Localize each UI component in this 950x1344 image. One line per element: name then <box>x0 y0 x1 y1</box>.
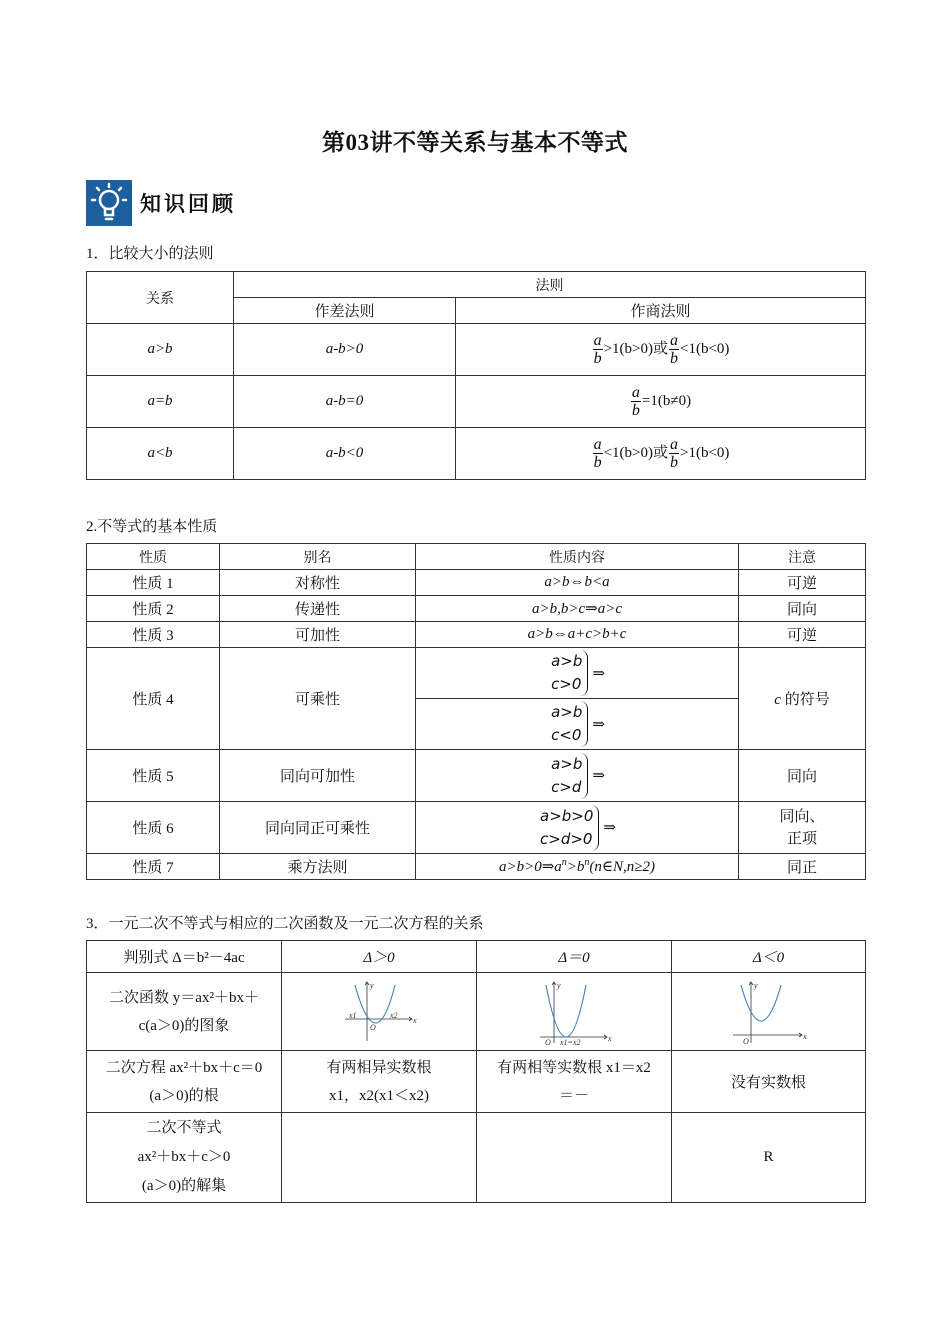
property-content <box>416 750 739 802</box>
property-content: a>b,b>c⇒a>c <box>532 601 622 617</box>
property-alias: 同向同正可乘性 <box>220 802 416 854</box>
property-content <box>416 699 739 750</box>
table-row <box>87 854 866 880</box>
delta-positive: Δ＞0 <box>363 950 395 966</box>
table-row <box>87 802 866 854</box>
delta-negative: Δ＜0 <box>752 950 785 966</box>
diff-cell: a-b>0 <box>325 341 364 357</box>
property-content: a>b⇔a+c>b+c <box>527 626 627 642</box>
svg-text:y: y <box>370 980 374 990</box>
table-row <box>87 1051 866 1113</box>
property-note: 同正 <box>739 854 866 880</box>
property-alias: 同向可加性 <box>220 750 416 802</box>
property-name: 性质 3 <box>87 622 220 648</box>
table-row <box>87 648 866 699</box>
property-content: $a>b>0\Rightarrow a^n>b^n(n\in N,n\ge 2)$ <box>416 854 739 880</box>
fraction: $\frac{a}{b}$ <box>631 384 640 419</box>
svg-text:x1: x1 <box>349 1010 357 1020</box>
table-row <box>87 1113 866 1203</box>
svg-text:x: x <box>802 1031 807 1041</box>
inequality-system: a>b>0 c>d>0 ⇒ <box>538 805 616 851</box>
table-row <box>87 973 866 1051</box>
lightbulb-icon <box>86 180 132 226</box>
diff-cell: a-b<0 <box>325 445 364 461</box>
property-note: 可逆 <box>739 622 866 648</box>
inequality-system: a>b c<0 ⇒ <box>549 701 605 747</box>
property-note: 同向 <box>739 750 866 802</box>
property-name: 性质 4 <box>87 648 220 750</box>
equation-label: 二次方程 ax²＋bx＋c＝0 (a＞0)的根 <box>87 1051 282 1113</box>
property-alias: 乘方法则 <box>220 854 416 880</box>
property-name: 性质 5 <box>87 750 220 802</box>
svg-text:y: y <box>557 980 561 990</box>
discriminant-label: 判别式 Δ＝b²－4ac <box>87 941 282 973</box>
quot-cell <box>456 376 866 428</box>
quot-text: >1(b<0) <box>680 444 730 461</box>
quot-text: <1(b>0)或 <box>603 444 668 461</box>
property-alias: 对称性 <box>220 570 416 596</box>
relation-cell: a=b <box>147 393 173 409</box>
header-property: 性质 <box>87 544 220 570</box>
header-content: 性质内容 <box>416 544 739 570</box>
fraction: $\frac{a}{b}$ <box>593 332 602 367</box>
quot-text: =1(b≠0) <box>641 392 692 409</box>
fraction: $\frac{a}{b}$ <box>670 436 678 471</box>
table-row <box>87 750 866 802</box>
relation-cell: a>b <box>147 341 173 357</box>
table-row <box>87 622 866 648</box>
inequality-system: a>b c>0 ⇒ <box>549 650 605 696</box>
property-note: 同向、 正项 <box>739 802 866 854</box>
table-row <box>87 376 866 428</box>
svg-text:x: x <box>608 1033 612 1043</box>
graph-no-root <box>672 973 866 1051</box>
property-note: 同向 <box>739 596 866 622</box>
header-alias: 别名 <box>220 544 416 570</box>
header-quot-rule: 作商法则 <box>456 298 866 324</box>
compare-rules-table <box>86 271 866 480</box>
delta-zero: Δ＝0 <box>558 950 590 966</box>
property-content <box>416 802 739 854</box>
svg-text:x1=x2: x1=x2 <box>560 1037 581 1045</box>
fraction: $\frac{a}{b}$ <box>593 436 602 471</box>
header-relation: 关系 <box>87 272 234 324</box>
property-name: 性质 7 <box>87 854 220 880</box>
inequality-system: a>b c>d ⇒ <box>549 753 605 799</box>
property-alias: 可乘性 <box>220 648 416 750</box>
property-name: 性质 1 <box>87 570 220 596</box>
table-row <box>87 941 866 973</box>
table-row <box>87 570 866 596</box>
svg-text:O: O <box>742 1036 749 1045</box>
property-content <box>416 648 739 699</box>
svg-text:y: y <box>753 980 758 990</box>
solution-set-cell <box>477 1113 672 1203</box>
function-label: 二次函数 y＝ax²＋bx＋ c(a＞0)的图象 <box>87 973 282 1051</box>
graph-two-roots <box>282 973 477 1051</box>
fraction: $\frac{a}{b}$ <box>670 332 678 367</box>
property-note: 可逆 <box>739 570 866 596</box>
quot-text: >1(b>0)或 <box>603 340 668 357</box>
quot-text: <1(b<0) <box>680 340 730 357</box>
section1-heading: 1．比较大小的法则 <box>86 246 214 262</box>
properties-table <box>86 543 866 880</box>
knowledge-review-badge <box>86 180 236 226</box>
roots-equal: 有两相等实数根 x1＝x2 ＝－ <box>477 1051 672 1113</box>
table-row <box>87 596 866 622</box>
property-content: a>b⇔b<a <box>544 574 610 590</box>
section3-heading: 3．一元二次不等式与相应的二次函数及一元二次方程的关系 <box>86 916 484 932</box>
quot-cell <box>456 428 866 480</box>
property-alias: 可加性 <box>220 622 416 648</box>
property-name: 性质 2 <box>87 596 220 622</box>
header-diff-rule: 作差法则 <box>234 298 456 324</box>
badge-label: 知识回顾 <box>140 192 236 216</box>
header-note: 注意 <box>739 544 866 570</box>
quot-cell <box>456 324 866 376</box>
solution-set-cell <box>282 1113 477 1203</box>
table-row <box>87 324 866 376</box>
svg-text:O: O <box>545 1037 551 1045</box>
graph-one-root <box>477 973 672 1051</box>
diff-cell: a-b=0 <box>325 393 364 409</box>
table-row <box>87 428 866 480</box>
section2-heading: 2.不等式的基本性质 <box>86 519 218 535</box>
header-rule: 法则 <box>234 272 866 298</box>
inequality-label: 二次不等式 ax²＋bx＋c＞0 (a＞0)的解集 <box>87 1113 282 1203</box>
property-alias: 传递性 <box>220 596 416 622</box>
svg-text:x: x <box>413 1015 417 1025</box>
roots-distinct: 有两相异实数根 x1，x2(x1＜x2) <box>282 1051 477 1113</box>
quadratic-relation-table <box>86 940 866 1203</box>
property-note: c 的符号 <box>739 648 866 750</box>
page-title: 第03讲不等关系与基本不等式 <box>322 130 628 155</box>
solution-set-cell: R <box>672 1113 866 1203</box>
svg-text:O: O <box>370 1022 376 1032</box>
svg-text:x2: x2 <box>390 1010 398 1020</box>
relation-cell: a<b <box>147 445 173 461</box>
property-name: 性质 6 <box>87 802 220 854</box>
roots-none: 没有实数根 <box>672 1051 866 1113</box>
